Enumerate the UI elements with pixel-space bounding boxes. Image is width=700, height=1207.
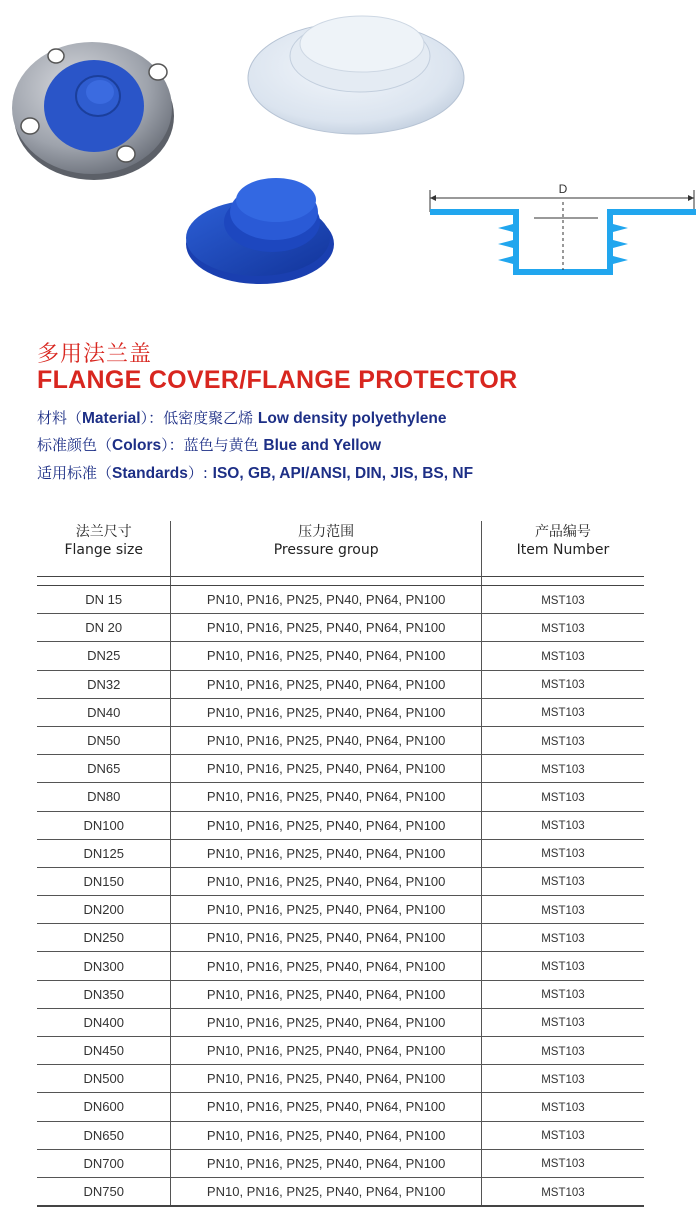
flange-size-cell: DN200 <box>37 896 171 924</box>
table-row <box>37 1121 644 1149</box>
table-body <box>37 586 644 1207</box>
pressure-group-cell: PN10, PN16, PN25, PN40, PN64, PN100 <box>171 1149 481 1177</box>
flange-size-cell: DN32 <box>37 670 171 698</box>
item-number-cell: MST103 <box>481 726 644 754</box>
pressure-group-cell: PN10, PN16, PN25, PN40, PN64, PN100 <box>171 867 481 895</box>
item-number-cell: MST103 <box>481 896 644 924</box>
flange-size-cell: DN650 <box>37 1121 171 1149</box>
item-number-cell: MST103 <box>481 867 644 895</box>
flange-size-cell: DN700 <box>37 1149 171 1177</box>
table-row <box>37 924 644 952</box>
table-row <box>37 952 644 980</box>
pressure-group-cell: PN10, PN16, PN25, PN40, PN64, PN100 <box>171 783 481 811</box>
item-number-cell: MST103 <box>481 586 644 614</box>
table-row <box>37 783 644 811</box>
flange-size-cell: DN300 <box>37 952 171 980</box>
flange-size-cell: DN750 <box>37 1177 171 1206</box>
pressure-group-cell: PN10, PN16, PN25, PN40, PN64, PN100 <box>171 924 481 952</box>
pressure-group-cell: PN10, PN16, PN25, PN40, PN64, PN100 <box>171 1037 481 1065</box>
item-number-cell: MST103 <box>481 1093 644 1121</box>
flange-size-cell: DN65 <box>37 755 171 783</box>
table-row <box>37 1037 644 1065</box>
pressure-group-cell: PN10, PN16, PN25, PN40, PN64, PN100 <box>171 1177 481 1206</box>
pressure-group-cell: PN10, PN16, PN25, PN40, PN64, PN100 <box>171 755 481 783</box>
pressure-group-cell: PN10, PN16, PN25, PN40, PN64, PN100 <box>171 614 481 642</box>
flange-size-cell: DN600 <box>37 1093 171 1121</box>
pressure-group-cell: PN10, PN16, PN25, PN40, PN64, PN100 <box>171 670 481 698</box>
flange-size-cell: DN500 <box>37 1065 171 1093</box>
item-number-cell: MST103 <box>481 980 644 1008</box>
table-row <box>37 811 644 839</box>
table-row <box>37 614 644 642</box>
pressure-group-cell: PN10, PN16, PN25, PN40, PN64, PN100 <box>171 1093 481 1121</box>
product-images <box>0 0 700 320</box>
table-row <box>37 1177 644 1206</box>
flange-size-cell: DN350 <box>37 980 171 1008</box>
header-item-number: 产品编号 Item Number <box>481 521 644 577</box>
table-row <box>37 1065 644 1093</box>
table-row <box>37 755 644 783</box>
table-row <box>37 1149 644 1177</box>
header-flange-size: 法兰尺寸 Flange size <box>64 524 143 558</box>
translucent-flange-cover-photo <box>244 8 468 136</box>
flange-size-cell: DN 15 <box>37 586 171 614</box>
flange-size-cell: DN100 <box>37 811 171 839</box>
flange-size-cell: DN250 <box>37 924 171 952</box>
item-number-cell: MST103 <box>481 783 644 811</box>
table-row <box>37 1008 644 1036</box>
flange-size-cell: DN80 <box>37 783 171 811</box>
pressure-group-cell: PN10, PN16, PN25, PN40, PN64, PN100 <box>171 586 481 614</box>
item-number-cell: MST103 <box>481 1177 644 1206</box>
item-number-cell: MST103 <box>481 839 644 867</box>
item-number-cell: MST103 <box>481 642 644 670</box>
item-number-cell: MST103 <box>481 670 644 698</box>
blue-flange-protector-photo <box>184 172 344 288</box>
pressure-group-cell: PN10, PN16, PN25, PN40, PN64, PN100 <box>171 896 481 924</box>
header-divider <box>37 577 644 586</box>
flange-with-blue-cap-photo <box>8 36 178 182</box>
table-header-row <box>37 521 644 577</box>
pressure-group-cell: PN10, PN16, PN25, PN40, PN64, PN100 <box>171 642 481 670</box>
flange-size-cell: DN450 <box>37 1037 171 1065</box>
pressure-group-cell: PN10, PN16, PN25, PN40, PN64, PN100 <box>171 811 481 839</box>
pressure-group-cell: PN10, PN16, PN25, PN40, PN64, PN100 <box>171 980 481 1008</box>
flange-size-cell: DN40 <box>37 698 171 726</box>
table-row <box>37 642 644 670</box>
pressure-group-cell: PN10, PN16, PN25, PN40, PN64, PN100 <box>171 952 481 980</box>
pressure-group-cell: PN10, PN16, PN25, PN40, PN64, PN100 <box>171 1008 481 1036</box>
specification-table <box>37 521 644 1207</box>
item-number-cell: MST103 <box>481 811 644 839</box>
item-number-cell: MST103 <box>481 924 644 952</box>
table-row <box>37 670 644 698</box>
item-number-cell: MST103 <box>481 1121 644 1149</box>
pressure-group-cell: PN10, PN16, PN25, PN40, PN64, PN100 <box>171 1121 481 1149</box>
table-row <box>37 1093 644 1121</box>
pressure-group-cell: PN10, PN16, PN25, PN40, PN64, PN100 <box>171 1065 481 1093</box>
table-row <box>37 586 644 614</box>
table-row <box>37 980 644 1008</box>
pressure-group-cell: PN10, PN16, PN25, PN40, PN64, PN100 <box>171 698 481 726</box>
item-number-cell: MST103 <box>481 755 644 783</box>
dimension-d-label: D <box>558 182 568 196</box>
flange-size-cell: DN25 <box>37 642 171 670</box>
spec-colors: 标准颜色（Colors）：蓝色与黄色 Blue and Yellow <box>37 436 382 454</box>
spec-standards: 适用标准（Standards）: ISO, GB, API/ANSI, DIN, JIS, BS, NF <box>37 464 474 482</box>
flange-size-cell: DN400 <box>37 1008 171 1036</box>
spec-material: 材料（Material）：低密度聚乙烯 Low density polyethylene <box>37 409 447 427</box>
pressure-group-cell: PN10, PN16, PN25, PN40, PN64, PN100 <box>171 839 481 867</box>
item-number-cell: MST103 <box>481 1037 644 1065</box>
item-number-cell: MST103 <box>481 698 644 726</box>
table-row <box>37 698 644 726</box>
flange-cover-cross-section-diagram <box>426 176 700 282</box>
table-row <box>37 839 644 867</box>
table-row <box>37 726 644 754</box>
flange-size-cell: DN125 <box>37 839 171 867</box>
table-row <box>37 896 644 924</box>
item-number-cell: MST103 <box>481 1149 644 1177</box>
flange-size-cell: DN150 <box>37 867 171 895</box>
title-english: FLANGE COVER/FLANGE PROTECTOR <box>37 366 518 394</box>
item-number-cell: MST103 <box>481 1065 644 1093</box>
header-pressure-group: 压力范围 Pressure group <box>171 521 481 577</box>
flange-size-cell: DN50 <box>37 726 171 754</box>
table-row <box>37 867 644 895</box>
pressure-group-cell: PN10, PN16, PN25, PN40, PN64, PN100 <box>171 726 481 754</box>
item-number-cell: MST103 <box>481 614 644 642</box>
flange-size-cell: DN 20 <box>37 614 171 642</box>
item-number-cell: MST103 <box>481 952 644 980</box>
item-number-cell: MST103 <box>481 1008 644 1036</box>
title-chinese: 多用法兰盖 <box>37 342 153 367</box>
